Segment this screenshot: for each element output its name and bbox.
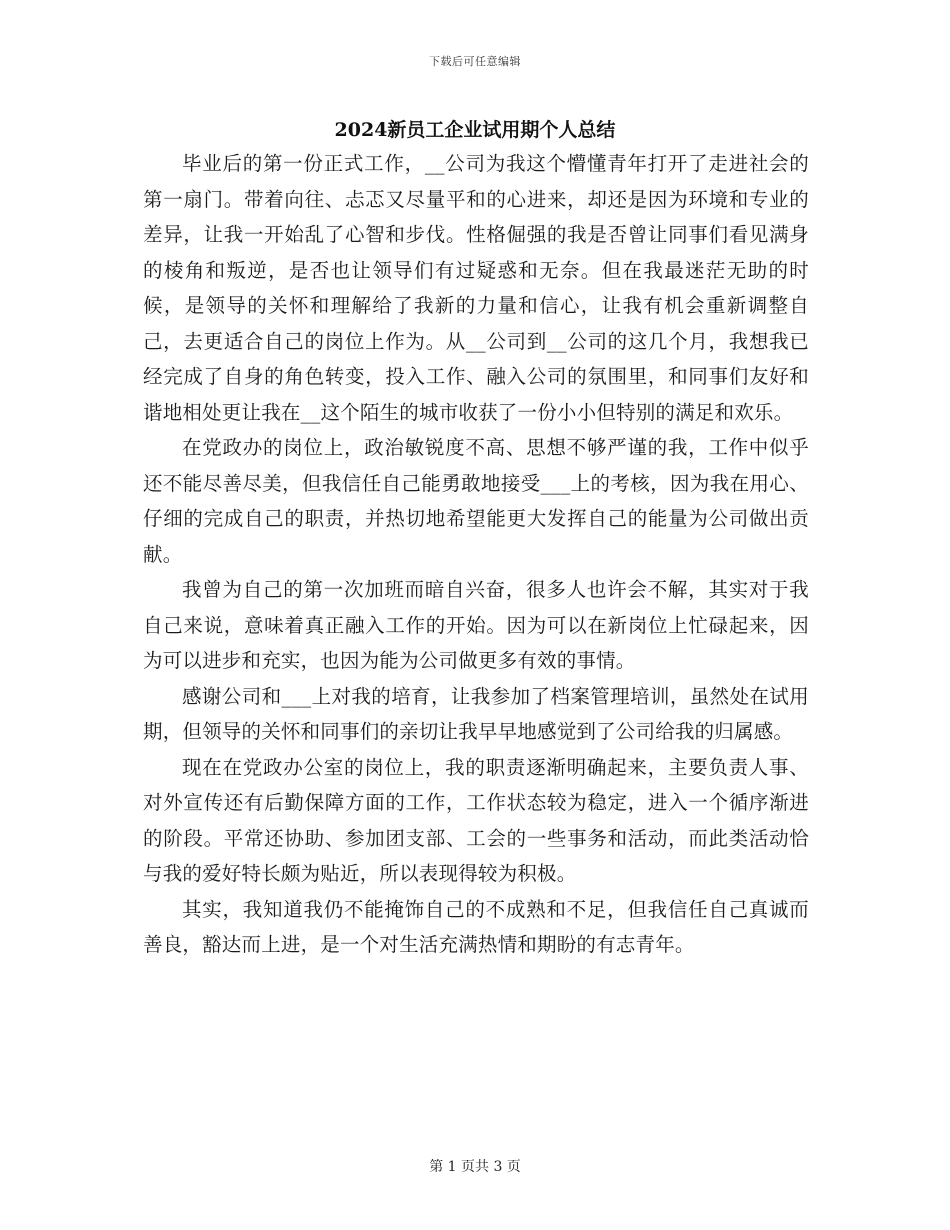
document-title: 2024新员工企业试用期个人总结 (334, 119, 616, 141)
paragraph: 感谢公司和___上对我的培育，让我参加了档案管理培训，虽然处在试用期，但领导的关怀和同事们的亲切让我早早地感觉到了公司给我的归属感。 (143, 684, 809, 743)
paragraph: 毕业后的第一份正式工作，__公司为我这个懵懂青年打开了走进社会的第一扇门。带着向往、忐忑又尽量平和的心进来，却还是因为环境和专业的差异，让我一开始乱了心智和步伐。性格倔强的我是否曾让同事们看见满身的棱角和叛逆，是否也让领导们有过疑惑和无奈。但在我最迷茫无助的时候，是领导的关怀和理解给了我新的力量和信心，让我有机会重新调整自己，去更适合自己的岗位上作为。从__公司到__公司的这几个月，我想我已经完成了自身的角色转变，投入工作、融入公司的氛围里，和同事们友好和谐地相处更让我在__这个陌生的城市收获了一份小小但特别的满足和欢乐。 (143, 152, 809, 424)
paragraph: 我曾为自己的第一次加班而暗自兴奋，很多人也许会不解，其实对于我自己来说，意味着真正融入工作的开始。因为可以在新岗位上忙碌起来，因为可以进步和充实，也因为能为公司做更多有效的事情。 (143, 578, 809, 672)
paragraph: 现在在党政办公室的岗位上，我的职责逐渐明确起来，主要负责人事、对外宣传还有后勤保障方面的工作，工作状态较为稳定，进入一个循序渐进的阶段。平常还协助、参加团支部、工会的一些事务和活动，而此类活动恰与我的爱好特长颇为贴近，所以表现得较为积极。 (143, 755, 809, 885)
document-body (143, 146, 809, 963)
paragraph: 在党政办的岗位上，政治敏锐度不高、思想不够严谨的我，工作中似乎还不能尽善尽美，但我信任自己能勇敢地接受___上的考核，因为我在用心、仔细的完成自己的职责，并热切地希望能更大发挥自己的能量为公司做出贡献。 (143, 436, 809, 566)
header-note: 下载后可任意编辑 (429, 55, 521, 68)
paragraph: 其实，我知道我仍不能掩饰自己的不成熟和不足，但我信任自己真诚而善良，豁达而上进，是一个对生活充满热情和期盼的有志青年。 (143, 897, 809, 956)
page-number: 第 1 页共 3 页 (429, 1159, 521, 1175)
